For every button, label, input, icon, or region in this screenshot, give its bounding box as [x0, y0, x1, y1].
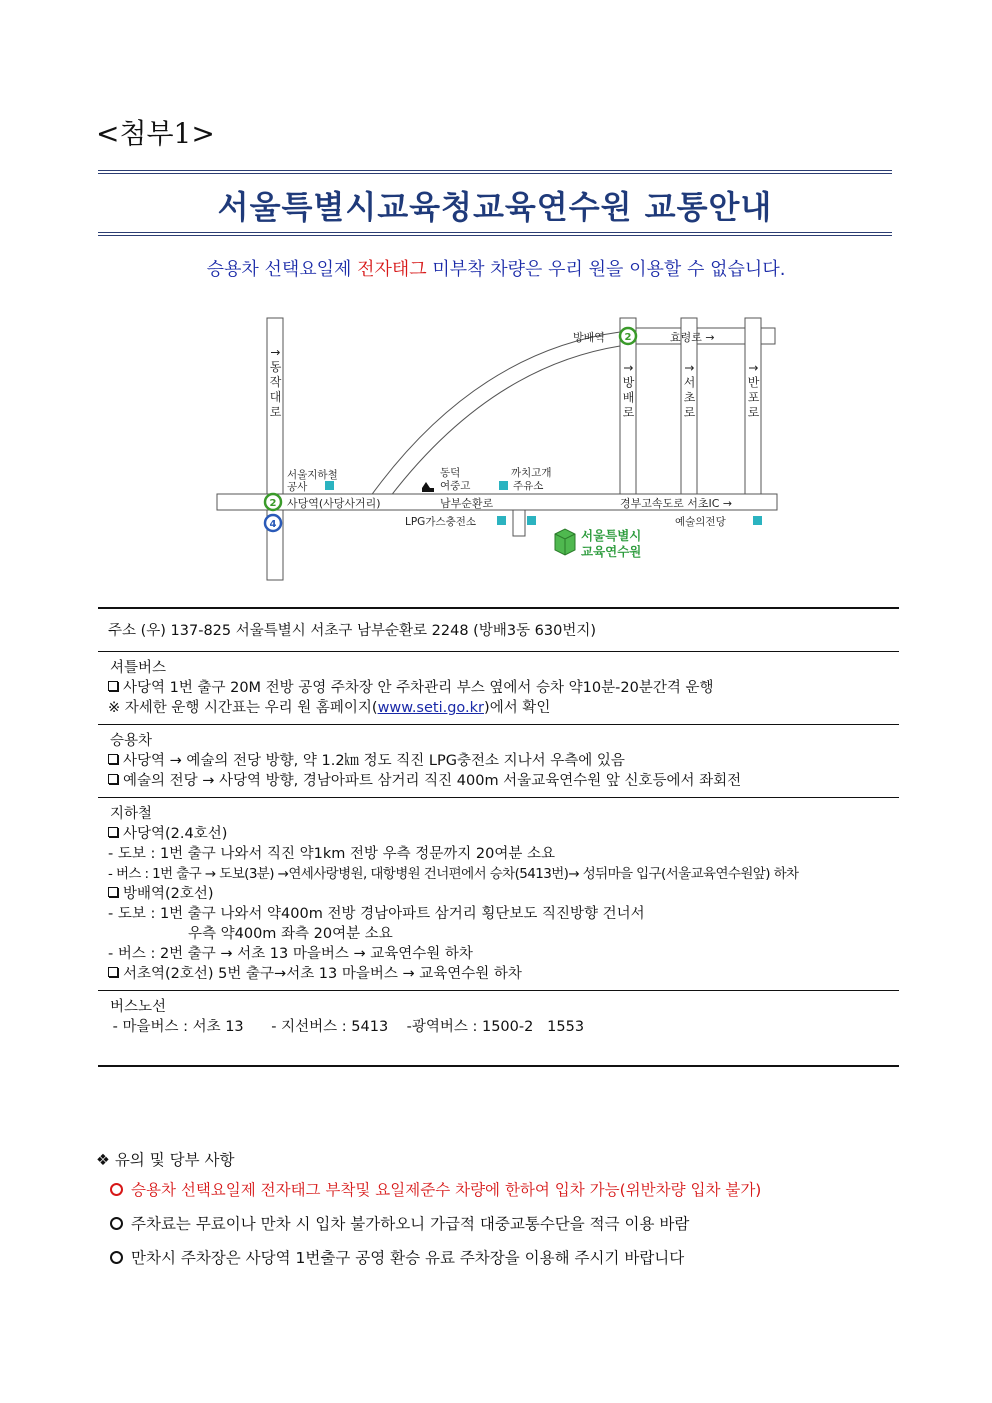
caution-heading: ❖ 유의 및 당부 사항 [96, 1151, 235, 1169]
shuttle-line1-text: 사당역 1번 출구 20M 전방 공영 주차장 안 주차관리 부스 옆에서 승차 약10분-20분간격 운행 [123, 680, 714, 696]
label-center2: 교육연수원 [581, 544, 642, 559]
location-map [215, 312, 780, 582]
subway-sadang [108, 824, 899, 844]
subway-bangbae-walk: - 도보 : 1번 출구 나와서 약400m 전방 경남아파트 삼거리 횡단보도 직진방향 건너서 [108, 906, 645, 922]
line2-bangbae-icon [620, 328, 636, 344]
circle-bullet-icon [110, 1251, 123, 1264]
checkbox-icon [108, 827, 118, 837]
subway-sadang-walk: - 도보 : 1번 출구 나와서 직진 약1km 전방 우측 정문까지 20여분 소요 [108, 846, 556, 862]
label-seocho-road: ↑서초로 [682, 362, 696, 422]
car-line1 [108, 751, 899, 771]
line4-sadang-icon [265, 515, 281, 531]
parking-notice [0, 255, 992, 281]
checkbox-icon [108, 967, 118, 977]
bus-section [98, 990, 899, 1065]
subway-seocho-text: 서초역(2호선) 5번 출구→서초 13 마을버스 → 교육연수원 하차 [123, 966, 522, 982]
checkbox-icon [108, 681, 118, 691]
shuttle-title: 셔틀버스 [110, 660, 167, 676]
bottom-rule [98, 1065, 899, 1067]
label-metro2: 공사 [287, 481, 308, 493]
subway-sadang-text: 사당역(2.4호선) [123, 826, 228, 842]
subway-seocho [108, 964, 899, 984]
lpg-marker-icon [497, 516, 506, 525]
label-lpg: LPG가스충전소 [405, 516, 477, 528]
page-title: 서울특별시교육청교육연수원 교통안내 [217, 188, 773, 226]
notice-post: 미부착 차량은 우리 원을 이용할 수 없습니다. [426, 259, 786, 280]
road-curve [370, 332, 620, 497]
car-line1-text: 사당역 → 예술의 전당 방향, 약 1.2㎞ 정도 직진 LPG충전소 지나서 우측에 있음 [123, 753, 625, 769]
school-marker-icon [422, 482, 434, 492]
svg-text:2: 2 [269, 498, 277, 509]
caution-section [96, 1148, 916, 1280]
label-gas2: 주유소 [513, 480, 544, 492]
subway-bangbae-bus: - 버스 : 2번 출구 → 서초 13 마을버스 → 교육연수원 하차 [108, 946, 473, 962]
label-dongjak: ↑동작대로 [268, 347, 282, 421]
label-gyeongbu: 경부고속도로 서초IC → [620, 497, 733, 510]
caution-item-1 [110, 1178, 916, 1200]
svg-text:4: 4 [269, 519, 277, 530]
caution-item-3 [110, 1246, 916, 1268]
label-nambu: 남부순환로 [440, 497, 494, 510]
label-school2: 여중고 [440, 480, 471, 492]
checkbox-icon [108, 774, 118, 784]
center-marker-small-icon [527, 516, 536, 525]
label-arts: 예술의전당 [675, 516, 726, 528]
subway-bangbae [108, 884, 899, 904]
line2-sadang-icon [265, 494, 281, 510]
circle-bullet-icon [110, 1217, 123, 1230]
attachment-label: <첨부1> [96, 117, 215, 150]
notice-red: 전자태그 [357, 259, 427, 280]
bus-title: 버스노선 [110, 999, 167, 1015]
homepage-link[interactable]: www.seti.go.kr [377, 700, 485, 716]
car-line2 [108, 771, 899, 791]
shuttle-line2-pre: ※ 자세한 운행 시간표는 우리 원 홈페이지( [108, 700, 378, 716]
caution-item-2 [110, 1212, 916, 1234]
label-hyoryeong: 효령로 → [670, 331, 715, 344]
circle-bullet-icon [110, 1183, 123, 1196]
subway-section [98, 797, 899, 990]
address-section [98, 607, 899, 651]
car-line2-text: 예술의 전당 → 사당역 방향, 경남아파트 삼거리 직진 400m 서울교육연수원 앞 신호등에서 좌회전 [123, 773, 742, 789]
bus-line: - 마을버스 : 서초 13 - 지선버스 : 5413 -광역버스 : 1500-2 1553 [108, 1019, 585, 1035]
label-center1: 서울특별시 [581, 528, 642, 543]
education-center-icon [555, 529, 575, 555]
notice-pre: 승용차 선택요일제 [206, 259, 358, 280]
info-table [98, 607, 899, 1067]
caution-item-3-text: 만차시 주차장은 사당역 1번출구 공영 환승 유료 주차장을 이용해 주시기 바랍니다 [131, 1249, 685, 1267]
shuttle-line2 [108, 698, 899, 718]
label-sadang: 사당역(사당사거리) [287, 497, 381, 510]
address-text: 주소 (우) 137-825 서울특별시 서초구 남부순환로 2248 (방배3동 630번지) [108, 623, 597, 639]
subway-bangbae-walk2: 우측 약400m 좌측 20여분 소요 [188, 926, 393, 942]
subway-bangbae-text: 방배역(2호선) [123, 886, 214, 902]
metro-marker-icon [325, 481, 334, 490]
shuttle-line1 [108, 678, 899, 698]
shuttle-section [98, 651, 899, 724]
car-section [98, 724, 899, 797]
caution-item-2-text: 주차료는 무료이나 만차 시 입차 불가하오니 가급적 대중교통수단을 적극 이용 바람 [131, 1215, 690, 1233]
subway-sadang-bus: - 버스 : 1번 출구 → 도보(3분) →연세사랑병원, 대항병원 건너편에서 승차(5413번)→ 성뒤마을 입구(서울교육연수원앞) 하차 [108, 866, 799, 882]
car-title: 승용차 [110, 733, 153, 749]
label-bangbae-station: 방배역 [573, 331, 605, 344]
caution-item-1-text: 승용차 선택요일제 전자태그 부착및 요일제준수 차량에 한하여 입차 가능(위반차량 입차 불가) [131, 1181, 762, 1199]
label-banpo-road: ↑반포로 [746, 362, 760, 422]
road-access [513, 510, 525, 536]
arts-marker-icon [753, 516, 762, 525]
title-box [98, 170, 892, 236]
label-metro1: 서울지하철 [287, 469, 338, 481]
subway-title: 지하철 [110, 806, 153, 822]
shuttle-line2-post: )에서 확인 [484, 700, 551, 716]
label-gas1: 까치고개 [511, 467, 552, 479]
label-bangbae-road: ↑방배로 [621, 362, 635, 422]
label-school1: 동덕 [440, 467, 461, 479]
checkbox-icon [108, 887, 118, 897]
checkbox-icon [108, 754, 118, 764]
svg-text:2: 2 [624, 332, 632, 343]
gas-marker-icon [499, 481, 508, 490]
